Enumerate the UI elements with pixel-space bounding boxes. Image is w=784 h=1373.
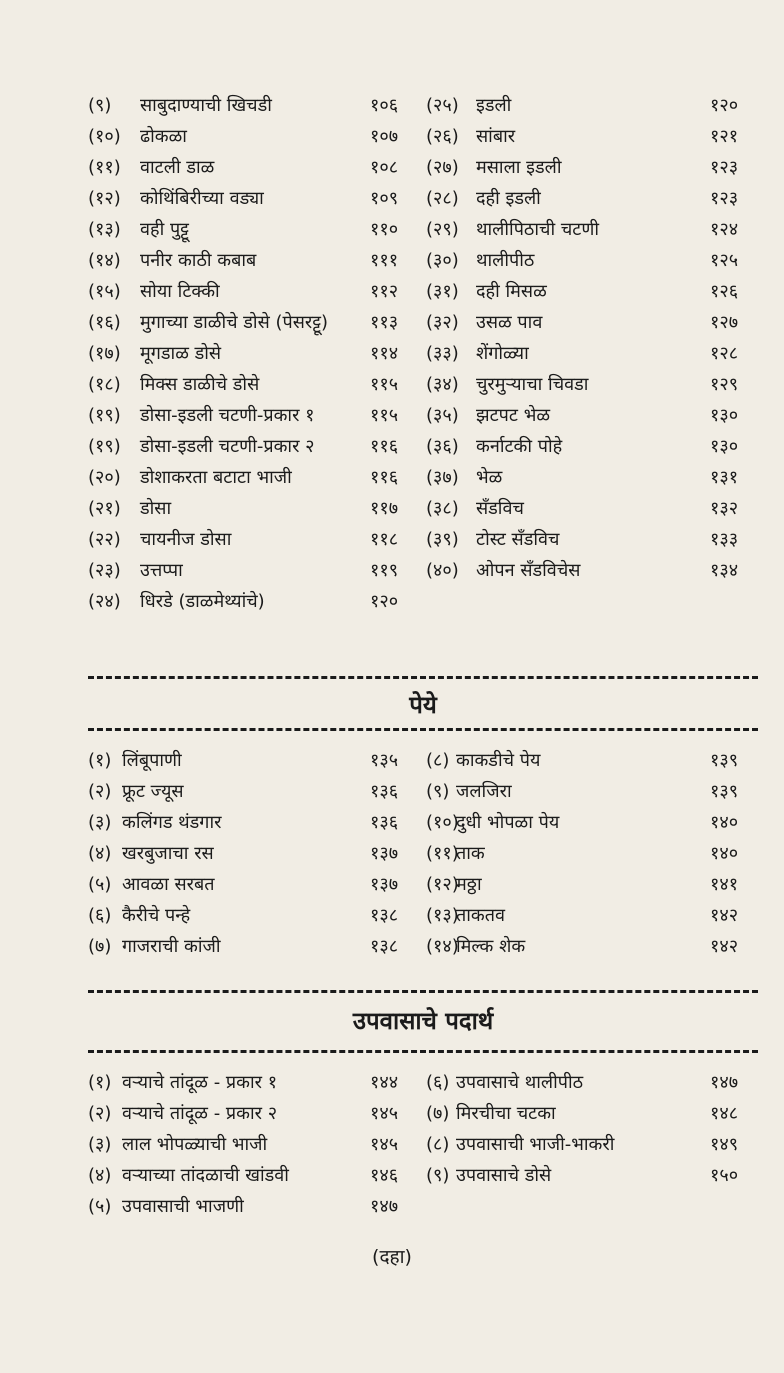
toc-row [88, 152, 758, 183]
entry-number: (५) [88, 1196, 112, 1217]
toc-row [88, 307, 758, 338]
entry-number: (३५) [426, 405, 459, 426]
entry-number: (२४) [88, 591, 121, 612]
entry-number: (३७) [426, 467, 459, 488]
entry-title: दही मिसळ [476, 281, 547, 302]
entry-page: १४० [710, 812, 739, 833]
divider-top-fasting [88, 990, 758, 993]
entry-page: १३६ [370, 781, 399, 802]
entry-number: (३१) [426, 281, 459, 302]
entry-number: (२५) [426, 95, 459, 116]
entry-number: (१) [88, 750, 112, 771]
entry-title: उत्तप्पा [140, 560, 183, 581]
entry-page: १३३ [710, 529, 739, 550]
entry-number: (२८) [426, 188, 459, 209]
entry-title: उसळ पाव [476, 312, 543, 333]
toc-row [88, 1129, 758, 1160]
entry-number: (११) [426, 843, 459, 864]
toc-drinks-list [88, 745, 758, 962]
toc-row [88, 900, 758, 931]
entry-number: (१३) [426, 905, 459, 926]
toc-row [88, 245, 758, 276]
entry-page: १०७ [370, 126, 399, 147]
entry-title: फ्रूट ज्यूस [122, 781, 184, 802]
page-number-footer: (दहा) [372, 1246, 412, 1268]
toc-row [88, 369, 758, 400]
entry-title: इडली [476, 95, 512, 116]
toc-row [88, 90, 758, 121]
toc-row [88, 776, 758, 807]
toc-row [88, 400, 758, 431]
entry-number: (७) [88, 936, 112, 957]
toc-row [88, 183, 758, 214]
entry-page: ११३ [370, 312, 399, 333]
toc-row [88, 121, 758, 152]
entry-title: दही इडली [476, 188, 541, 209]
toc-row [88, 745, 758, 776]
toc-row [88, 1160, 758, 1191]
entry-page: १४४ [370, 1072, 399, 1093]
entry-page: १५० [710, 1165, 739, 1186]
entry-number: (१३) [88, 219, 121, 240]
entry-title: डोसा-इडली चटणी-प्रकार २ [140, 436, 315, 457]
entry-title: जलजिरा [456, 781, 512, 802]
entry-page: ११४ [370, 343, 399, 364]
entry-page: १४७ [370, 1196, 399, 1217]
entry-page: १४२ [710, 905, 739, 926]
entry-number: (३३) [426, 343, 459, 364]
entry-page: १४५ [370, 1134, 399, 1155]
toc-row [88, 462, 758, 493]
entry-title: शेंगोळ्या [476, 343, 529, 364]
entry-number: (११) [88, 157, 121, 178]
toc-recipes-list [88, 90, 758, 617]
entry-title: काकडीचे पेय [456, 750, 541, 771]
entry-number: (२०) [88, 467, 121, 488]
entry-page: १३६ [370, 812, 399, 833]
entry-title: डोसा [140, 498, 172, 519]
entry-title: कर्नाटकी पोहे [476, 436, 563, 457]
entry-title: मिरचीचा चटका [456, 1103, 556, 1124]
entry-page: १३९ [710, 750, 739, 771]
entry-number: (१) [88, 1072, 112, 1093]
entry-title: डोशाकरता बटाटा भाजी [140, 467, 292, 488]
entry-page: १४६ [370, 1165, 399, 1186]
entry-page: १३० [710, 405, 739, 426]
entry-page: ११६ [370, 436, 399, 457]
entry-title: सांबार [476, 126, 516, 147]
toc-row [88, 931, 758, 962]
divider-bottom-drinks [88, 728, 758, 731]
toc-row [88, 524, 758, 555]
entry-page: १२३ [710, 188, 739, 209]
entry-number: (८) [426, 750, 450, 771]
entry-page: १४० [710, 843, 739, 864]
entry-number: (१४) [426, 936, 459, 957]
entry-title: दुधी भोपळा पेय [456, 812, 560, 833]
toc-row [88, 431, 758, 462]
entry-title: धिरडे (डाळमेथ्यांचे) [140, 591, 265, 612]
entry-title: कैरीचे पन्हे [122, 905, 191, 926]
entry-number: (२३) [88, 560, 121, 581]
entry-title: सँडविच [476, 498, 524, 519]
entry-title: वऱ्याचे तांदूळ - प्रकार २ [122, 1103, 278, 1124]
entry-page: १२४ [710, 219, 739, 240]
entry-title: मूगडाळ डोसे [140, 343, 222, 364]
entry-page: १०९ [370, 188, 399, 209]
entry-number: (४०) [426, 560, 459, 581]
entry-title: लिंबूपाणी [122, 750, 182, 771]
toc-row [88, 807, 758, 838]
entry-page: १२७ [710, 312, 739, 333]
entry-page: ११८ [370, 529, 399, 550]
entry-page: १३५ [370, 750, 399, 771]
toc-row [88, 1098, 758, 1129]
entry-title: लाल भोपळ्याची भाजी [122, 1134, 268, 1155]
entry-page: १३१ [710, 467, 739, 488]
entry-title: मिल्क शेक [456, 936, 526, 957]
entry-title: झटपट भेळ [476, 405, 551, 426]
entry-title: ताक [456, 843, 485, 864]
entry-page: १४१ [710, 874, 739, 895]
entry-page: १२३ [710, 157, 739, 178]
entry-title: डोसा-इडली चटणी-प्रकार १ [140, 405, 315, 426]
entry-number: (२) [88, 781, 112, 802]
entry-title: खरबुजाचा रस [122, 843, 214, 864]
entry-number: (८) [426, 1134, 450, 1155]
entry-number: (१७) [88, 343, 121, 364]
entry-number: (१०) [426, 812, 459, 833]
entry-page: १४९ [710, 1134, 739, 1155]
toc-row [88, 214, 758, 245]
entry-number: (२७) [426, 157, 459, 178]
entry-page: १२८ [710, 343, 739, 364]
toc-row [88, 276, 758, 307]
entry-title: गाजराची कांजी [122, 936, 221, 957]
entry-page: १३२ [710, 498, 739, 519]
entry-number: (६) [88, 905, 112, 926]
entry-title: वऱ्याच्या तांदळाची खांडवी [122, 1165, 289, 1186]
entry-title: टोस्ट सँडविच [476, 529, 560, 550]
entry-page: १२१ [710, 126, 739, 147]
entry-page: ११९ [370, 560, 399, 581]
entry-title: चायनीज डोसा [140, 529, 232, 550]
entry-title: मठ्ठा [456, 874, 482, 895]
entry-number: (९) [426, 781, 450, 802]
entry-page: १३७ [370, 874, 399, 895]
entry-title: चुरमुऱ्याचा चिवडा [476, 374, 589, 395]
entry-page: ११५ [370, 374, 399, 395]
divider-top-drinks [88, 676, 758, 679]
entry-number: (२) [88, 1103, 112, 1124]
entry-page: १४८ [710, 1103, 739, 1124]
entry-number: (३९) [426, 529, 459, 550]
entry-page: १३८ [370, 905, 399, 926]
entry-title: थालीपिठाची चटणी [476, 219, 600, 240]
entry-number: (२६) [426, 126, 459, 147]
section-title-fasting: उपवासाचे पदार्थ [352, 1007, 494, 1035]
entry-number: (१८) [88, 374, 121, 395]
toc-row [88, 555, 758, 586]
entry-title: उपवासाची भाजी-भाकरी [456, 1134, 615, 1155]
entry-number: (३२) [426, 312, 459, 333]
entry-number: (४) [88, 1165, 112, 1186]
entry-number: (३) [88, 812, 112, 833]
entry-page: ११० [370, 219, 399, 240]
entry-number: (३४) [426, 374, 459, 395]
entry-title: थालीपीठ [476, 250, 535, 271]
entry-page: १४७ [710, 1072, 739, 1093]
entry-number: (१९) [88, 436, 121, 457]
entry-page: १२६ [710, 281, 739, 302]
entry-title: उपवासाचे डोसे [456, 1165, 552, 1186]
toc-row [88, 493, 758, 524]
entry-page: १११ [370, 250, 399, 271]
toc-row [88, 1191, 758, 1222]
divider-bottom-fasting [88, 1050, 758, 1053]
entry-number: (१९) [88, 405, 121, 426]
entry-page: १३० [710, 436, 739, 457]
entry-number: (९) [426, 1165, 450, 1186]
entry-page: १३८ [370, 936, 399, 957]
entry-title: आवळा सरबत [122, 874, 215, 895]
entry-title: साबुदाण्याची खिचडी [140, 95, 272, 116]
entry-title: कोथिंबिरीच्या वड्या [140, 188, 264, 209]
entry-number: (३०) [426, 250, 459, 271]
entry-title: उपवासाची भाजणी [122, 1196, 244, 1217]
entry-number: (५) [88, 874, 112, 895]
entry-page: १२९ [710, 374, 739, 395]
toc-row [88, 838, 758, 869]
entry-page: १३४ [710, 560, 739, 581]
entry-page: १२० [370, 591, 399, 612]
entry-number: (१०) [88, 126, 121, 147]
entry-title: सोया टिक्की [140, 281, 220, 302]
entry-number: (२१) [88, 498, 121, 519]
section-title-drinks: पेये [409, 691, 437, 719]
entry-number: (१२) [426, 874, 459, 895]
entry-number: (१४) [88, 250, 121, 271]
entry-page: १२० [710, 95, 739, 116]
entry-page: १४५ [370, 1103, 399, 1124]
entry-title: ढोकळा [140, 126, 187, 147]
entry-page: ११६ [370, 467, 399, 488]
entry-title: वऱ्याचे तांदूळ - प्रकार १ [122, 1072, 278, 1093]
toc-row [88, 869, 758, 900]
entry-number: (२९) [426, 219, 459, 240]
entry-page: ११२ [370, 281, 399, 302]
entry-title: वाटली डाळ [140, 157, 215, 178]
entry-page: १४२ [710, 936, 739, 957]
entry-page: १०६ [370, 95, 399, 116]
toc-fasting-list [88, 1067, 758, 1222]
entry-title: कलिंगड थंडगार [122, 812, 222, 833]
entry-page: १३७ [370, 843, 399, 864]
entry-number: (३६) [426, 436, 459, 457]
entry-number: (१६) [88, 312, 121, 333]
entry-number: (१५) [88, 281, 121, 302]
entry-title: उपवासाचे थालीपीठ [456, 1072, 584, 1093]
entry-number: (३८) [426, 498, 459, 519]
entry-number: (१२) [88, 188, 121, 209]
toc-row [88, 1067, 758, 1098]
entry-page: १०८ [370, 157, 399, 178]
entry-title: मसाला इडली [476, 157, 562, 178]
entry-page: १३९ [710, 781, 739, 802]
entry-number: (६) [426, 1072, 450, 1093]
entry-title: वही पुट्टू [140, 219, 189, 240]
entry-number: (९) [88, 95, 112, 116]
toc-row [88, 338, 758, 369]
entry-page: १२५ [710, 250, 739, 271]
entry-number: (४) [88, 843, 112, 864]
entry-title: पनीर काठी कबाब [140, 250, 257, 271]
entry-title: ताकतव [456, 905, 506, 926]
toc-row [88, 586, 758, 617]
entry-title: ओपन सँडविचेस [476, 560, 581, 581]
entry-number: (२२) [88, 529, 121, 550]
entry-title: मिक्स डाळीचे डोसे [140, 374, 260, 395]
entry-number: (७) [426, 1103, 450, 1124]
entry-title: भेळ [476, 467, 503, 488]
entry-page: ११७ [370, 498, 399, 519]
entry-number: (३) [88, 1134, 112, 1155]
entry-page: ११५ [370, 405, 399, 426]
entry-title: मुगाच्या डाळीचे डोसे (पेसरट्टू) [140, 312, 329, 333]
